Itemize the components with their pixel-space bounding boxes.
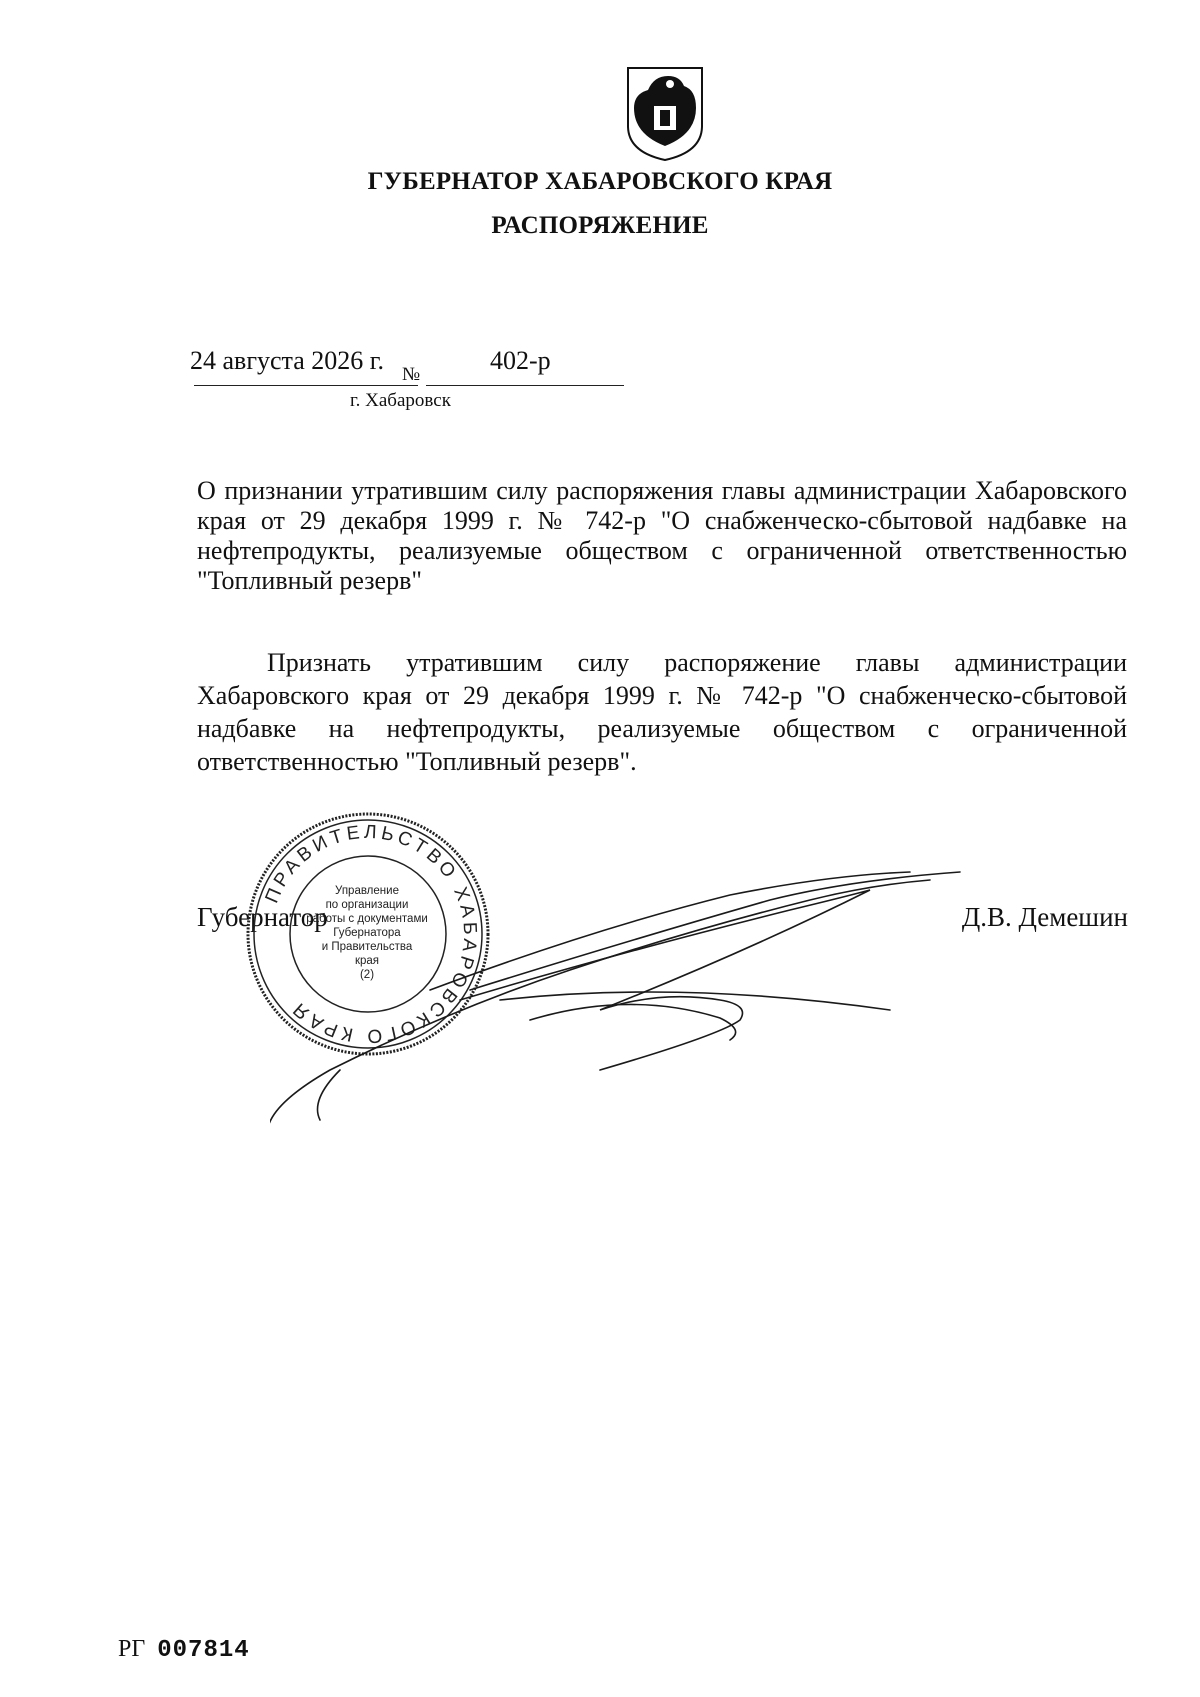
page-title: ГУБЕРНАТОР ХАБАРОВСКОГО КРАЯ <box>367 168 833 195</box>
serial-number: РГ 007814 <box>118 1636 250 1664</box>
document-city: г. Хабаровск <box>350 390 451 411</box>
document-number: 402-р <box>490 346 551 375</box>
document-type: РАСПОРЯЖЕНИЕ <box>491 212 709 239</box>
date-underline <box>194 385 418 386</box>
stamp-outer-text: ПРАВИТЕЛЬСТВО ХАБАРОВСКОГО КРАЯ <box>261 821 481 1047</box>
document-date: 24 августа 2026 г. <box>190 346 384 375</box>
signatory-name: Д.В. Демешин <box>961 902 1128 932</box>
signatory-position: Губернатор <box>197 902 328 932</box>
stamp-inner-text: Управление по организации работы с документами Губернатора и Правительства края (2) <box>306 885 428 981</box>
document-subject: О признании утратившим силу распоряжения главы администрации Хабаровского края от 29 декабря 1999 г. № 742-р "О снабженческо-сбытовой надбавке на нефтепродукты, реализуемые обществом с ограниченной ответственностью "Топливный резерв" <box>197 476 1127 595</box>
coat-of-arms-emblem <box>624 64 706 162</box>
number-sign: № <box>402 364 421 385</box>
number-underline <box>426 385 624 386</box>
handwritten-signature <box>270 840 990 1150</box>
document-body: Признать утратившим силу распоряжение главы администрации Хабаровского края от 29 декабря 1999 г. № 742-р "О снабженческо-сбытовой надбавке на нефтепродукты, реализуемые обществом с ограниченной ответственностью "Топливный резерв". <box>197 648 1127 776</box>
